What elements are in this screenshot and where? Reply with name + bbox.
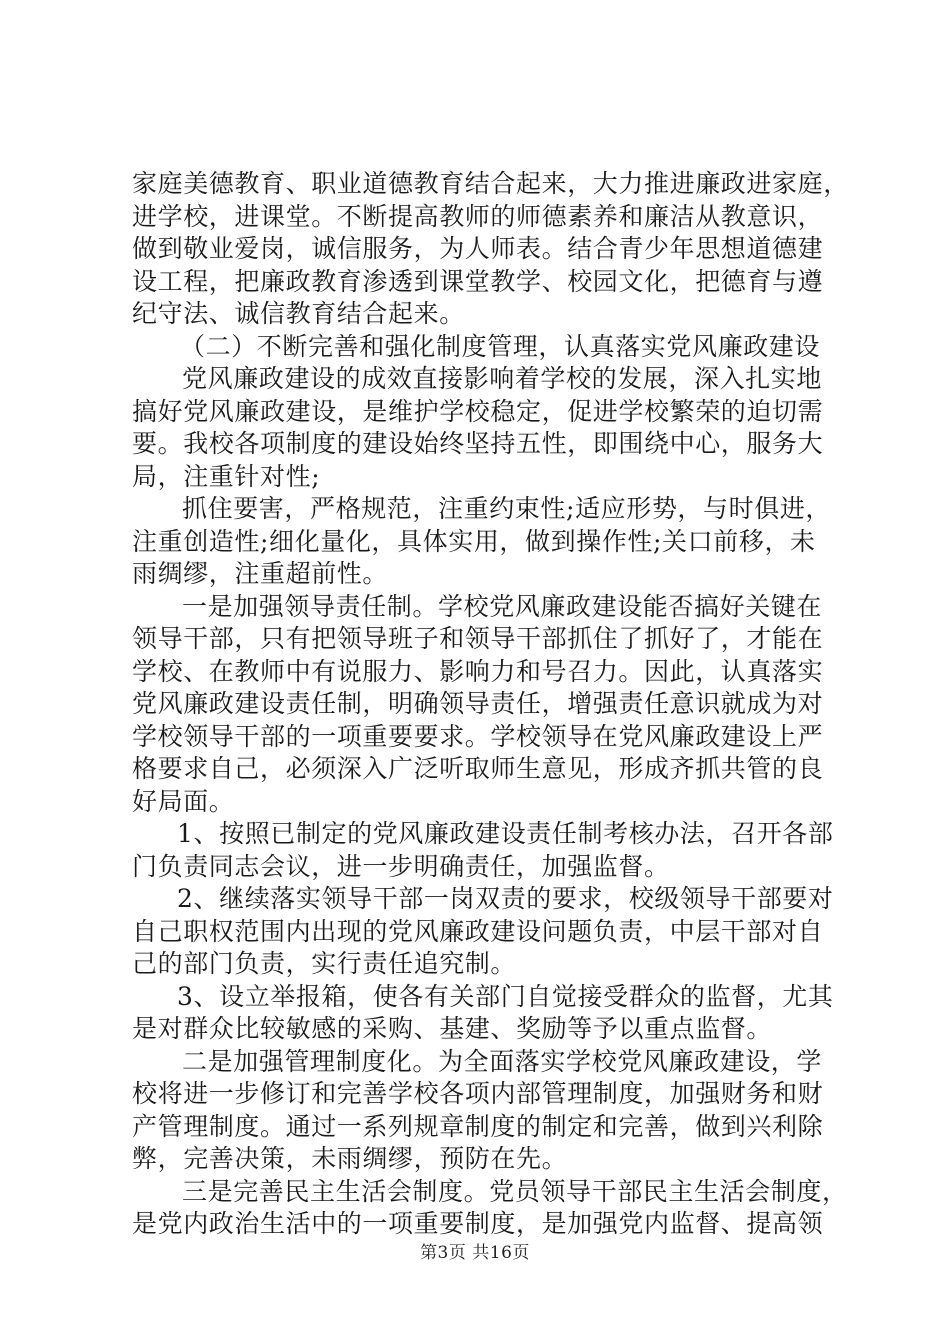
text-line: 注重创造性;细化量化，具体实用，做到操作性;关口前移，未	[132, 526, 816, 556]
text-line: 纪守法、诚信教育结合起来。	[132, 299, 465, 328]
text-line: 三是完善民主生活会制度。党员领导干部民主生活会制度，	[182, 1176, 848, 1206]
text-line: 3、设立举报箱，使各有关部门自觉接受群众的监督，尤其	[177, 981, 834, 1011]
text-line: 家庭美德教育、职业道德教育结合起来，大力推进廉政进家庭，	[132, 169, 849, 198]
text-line: 弊，完善决策，未雨绸缪，预防在先。	[132, 1144, 568, 1173]
text-line: 2、继续落实领导干部一岗双责的要求，校级领导干部要对	[177, 884, 834, 913]
text-line: 门负责同志会议，进一步明确责任，加强监督。	[132, 851, 670, 881]
text-line: 搞好党风廉政建设，是维护学校稳定，促进学校繁荣的迫切需	[132, 396, 824, 426]
text-line: 进学校，进课堂。不断提高教师的师德素养和廉洁从教意识，	[132, 201, 824, 231]
text-line: 格要求自己，必须深入广泛听取师生意见，形成齐抓共管的良	[132, 754, 824, 783]
text-line: 领导干部，只有把领导班子和领导干部抓住了抓好了，才能在	[132, 624, 824, 653]
text-line: 己的部门负责，实行责任追究制。	[132, 949, 517, 978]
text-line: 抓住要害，严格规范，注重约束性;适应形势，与时俱进，	[182, 494, 832, 523]
text-line: 做到敬业爱岗，诚信服务，为人师表。结合青少年思想道德建	[132, 234, 824, 263]
text-line: 党风廉政建设责任制，明确领导责任，增强责任意识就成为对	[132, 689, 824, 718]
text-line: 自己职权范围内出现的党风廉政建设问题负责，中层干部对自	[132, 916, 824, 946]
text-line: 校将进一步修订和完善学校各项内部管理制度，加强财务和财	[132, 1079, 824, 1108]
document-body	[132, 168, 849, 1241]
page-number-footer: 第3页 共16页	[420, 1243, 530, 1263]
text-line: 1、按照已制定的党风廉政建设责任制考核办法，召开各部	[177, 819, 834, 848]
text-line: 好局面。	[132, 786, 235, 816]
text-line: 党风廉政建设的成效直接影响着学校的发展，深入扎实地	[182, 364, 823, 393]
text-line: 是对群众比较敏感的采购、基建、奖励等予以重点监督。	[132, 1014, 773, 1043]
text-line: 二是加强管理制度化。为全面落实学校党风廉政建设，学	[182, 1046, 823, 1076]
text-line: （二）不断完善和强化制度管理，认真落实党风廉政建设	[180, 331, 821, 361]
text-line: 雨绸缪，注重超前性。	[132, 559, 389, 588]
text-line: 设工程，把廉政教育渗透到课堂教学、校园文化，把德育与遵	[132, 266, 824, 296]
text-line: 要。我校各项制度的建设始终坚持五性，即围绕中心，服务大	[132, 429, 824, 458]
text-line: 学校领导干部的一项重要要求。学校领导在党风廉政建设上严	[132, 721, 824, 751]
text-line: 局，注重针对性;	[132, 461, 321, 491]
text-line: 是党内政治生活中的一项重要制度，是加强党内监督、提高领	[132, 1209, 824, 1238]
text-line: 产管理制度。通过一系列规章制度的制定和完善，做到兴利除	[132, 1111, 824, 1141]
text-line: 学校、在教师中有说服力、影响力和号召力。因此，认真落实	[132, 656, 824, 686]
text-line: 一是加强领导责任制。学校党风廉政建设能否搞好关键在	[182, 591, 823, 621]
